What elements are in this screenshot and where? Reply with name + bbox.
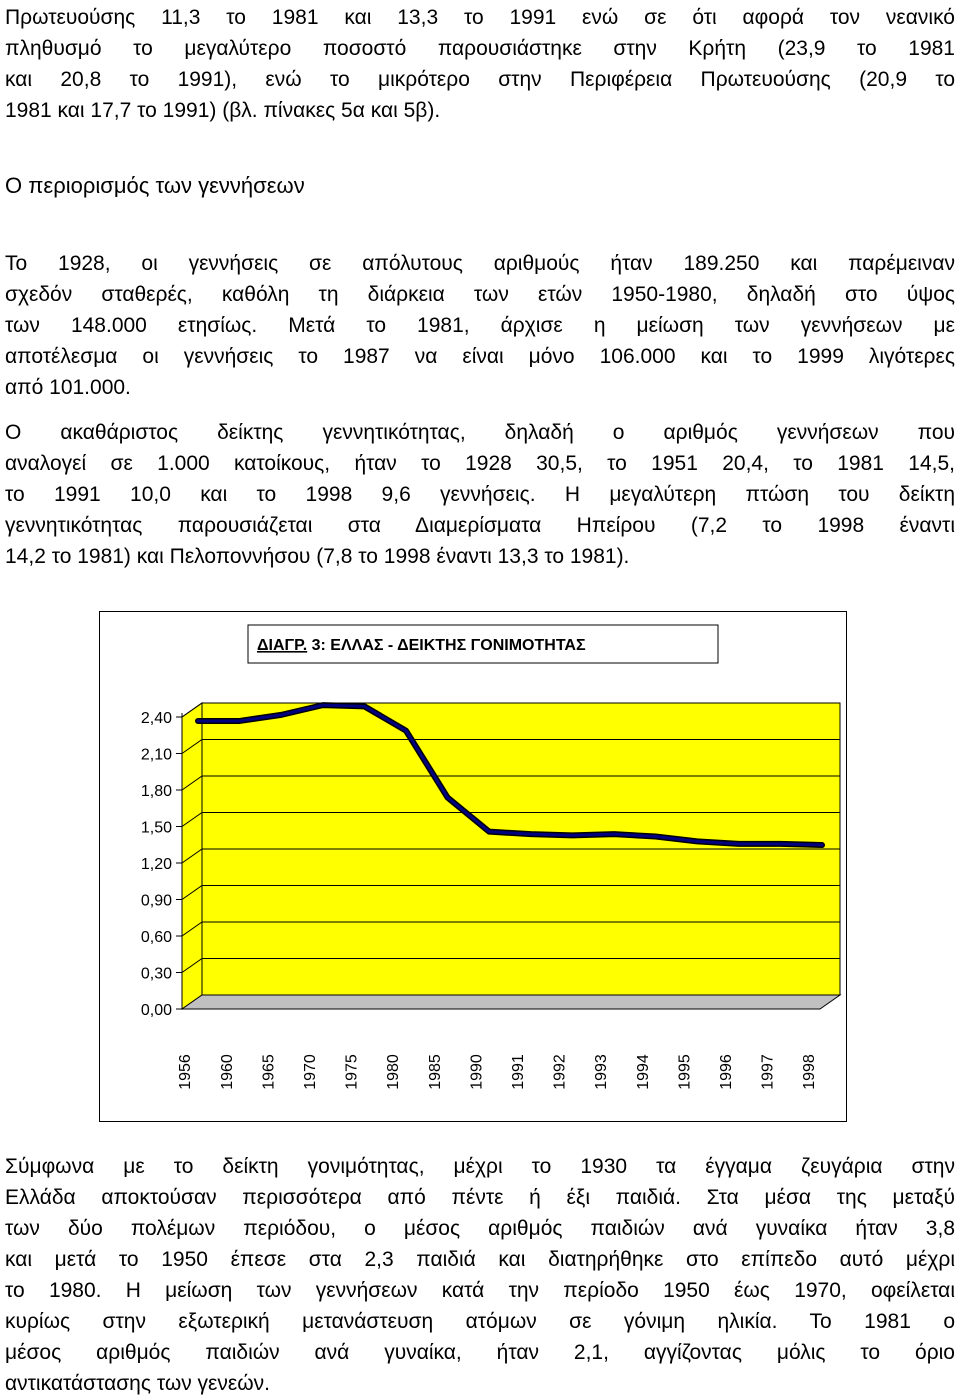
text-line: των δύο πολέμων περιόδου, ο μέσος αριθμός παιδιών ανά γυναίκα ήταν 3,8 [5, 1217, 955, 1240]
x-tick-label: 1975 [343, 1054, 361, 1090]
text-line: σχεδόν σταθερές, καθόλη τη διάρκεια των ετών 1950-1980, δηλαδή στο ύψος [5, 283, 955, 306]
fertility-chart-svg [100, 612, 846, 1121]
data-point [779, 842, 782, 845]
y-tick-label: 2,40 [140, 710, 172, 727]
data-point [821, 844, 824, 847]
x-tick-label: 1993 [593, 1054, 611, 1090]
fertility-chart [99, 611, 847, 1122]
text-line: Το 1928, οι γεννήσεις σε απόλυτους αριθμούς ήταν 189.250 και παρέμειναν [5, 252, 955, 275]
text-line: το 1991 10,0 και το 1998 9,6 γεννήσεις. Η μεγαλύτερη πτώση του δείκτη [5, 483, 955, 506]
data-point [363, 705, 366, 708]
text-line: των 148.000 ετησίως. Μετά το 1981, άρχισε η μείωση των γεννήσεων με [5, 314, 955, 337]
x-tick-label: 1995 [676, 1054, 694, 1090]
text-line: και μετά το 1950 έπεσε στα 2,3 παιδιά και διατηρήθηκε στο επίπεδο αυτό μέχρι [5, 1248, 955, 1271]
x-tick-label: 1996 [718, 1054, 736, 1090]
text-line: 14,2 το 1981) και Πελοποννήσου (7,8 το 1998 έναντι 13,3 το 1981). [5, 545, 630, 568]
text-line: Πρωτευούσης 11,3 το 1981 και 13,3 το 1991 ενώ σε ότι αφορά τον νεανικό [5, 6, 955, 29]
y-tick-label: 1,50 [140, 819, 172, 837]
x-tick-label: 1997 [759, 1054, 777, 1090]
paragraph-regional-youth [5, 2, 955, 126]
text-line: Ελλάδα αποκτούσαν περισσότερα από πέντε ή έξι παιδιά. Στα μέσα της μεταξύ [5, 1186, 955, 1209]
data-point [696, 840, 699, 843]
chart-title [248, 625, 718, 663]
y-tick-label: 0,30 [140, 965, 172, 983]
section-heading: Ο περιορισμός των γεννήσεων [5, 173, 305, 198]
x-tick-label: 1956 [177, 1054, 195, 1090]
paragraph-fertility [5, 1151, 955, 1399]
text-line: γεννητικότητας παρουσιάζεται στα Διαμερίσματα Ηπείρου (7,2 το 1998 έναντι [5, 514, 955, 537]
data-point [529, 833, 532, 836]
x-tick-label: 1965 [260, 1054, 278, 1090]
text-line: από 101.000. [5, 376, 131, 399]
data-point [737, 842, 740, 845]
y-tick-label: 1,80 [140, 783, 172, 800]
x-tick-label: 1985 [426, 1054, 444, 1090]
text-line: και 20,8 το 1991), ενώ το μικρότερο στην Περιφέρεια Πρωτευούσης (20,9 το [5, 68, 955, 91]
data-point [321, 704, 324, 707]
data-point [238, 719, 241, 722]
chart-title-text: 3: ΕΛΛΑΣ - ΔΕΙΚΤΗΣ ΓΟΝΙΜΟΤΗΤΑΣ [307, 637, 586, 654]
data-point [405, 729, 408, 732]
paragraph-births [5, 248, 955, 403]
data-point [613, 833, 616, 836]
data-point [488, 830, 491, 833]
text-line: κυρίως στην εξωτερική μετανάστευση ατόμων σε γόνιμη ηλικία. Το 1981 ο [5, 1310, 955, 1333]
text-line: αποτέλεσμα οι γεννήσεις το 1987 να είναι μόνο 106.000 και το 1999 λιγότερες [5, 345, 955, 368]
paragraph-birthrate [5, 417, 955, 572]
y-tick-label: 0,60 [140, 929, 172, 946]
text-line: μέσος αριθμός παιδιών ανά γυναίκα, ήταν 2,1, αγγίζοντας μόλις το όριο [5, 1341, 955, 1364]
y-tick-label: 0,90 [140, 892, 172, 910]
x-tick-label: 1992 [551, 1054, 569, 1090]
text-line: αναλογεί σε 1.000 κατοίκους, ήταν το 1928 30,5, το 1951 20,4, το 1981 14,5, [5, 452, 955, 475]
chart-title-prefix: ΔΙΑΓΡ. [257, 637, 308, 654]
x-tick-label: 1960 [218, 1054, 236, 1090]
data-point [280, 713, 283, 716]
data-point [197, 719, 200, 722]
x-tick-label: 1980 [385, 1054, 403, 1090]
data-point [446, 796, 449, 799]
y-tick-label: 0,00 [140, 1002, 172, 1019]
data-point [571, 834, 574, 837]
text-line: το 1980. Η μείωση των γεννήσεων κατά την περίοδο 1950 έως 1970, οφείλεται [5, 1279, 955, 1302]
text-line: Ο ακαθάριστος δείκτης γεννητικότητας, δηλαδή ο αριθμός γεννήσεων που [5, 421, 955, 444]
text-line: αντικατάστασης των γενεών. [5, 1372, 271, 1395]
x-tick-label: 1970 [302, 1054, 320, 1090]
x-tick-label: 1991 [510, 1054, 528, 1090]
text-line: 1981 και 17,7 το 1991) (βλ. πίνακες 5α και 5β). [5, 99, 441, 122]
x-tick-label: 1990 [468, 1054, 486, 1090]
text-line: πληθυσμό το μεγαλύτερο ποσοστό παρουσιάστηκε στην Κρήτη (23,9 το 1981 [5, 37, 955, 60]
text-line: Σύμφωνα με το δείκτη γονιμότητας, μέχρι το 1930 τα έγγαμα ζευγάρια στην [5, 1155, 955, 1178]
chart-floor [182, 995, 840, 1009]
x-tick-label: 1994 [634, 1054, 652, 1090]
y-tick-label: 2,10 [140, 746, 172, 764]
x-tick-label: 1998 [801, 1054, 819, 1090]
svg-text:ΔΙΑΓΡ. 3: ΕΛΛΑΣ - ΔΕΙΚΤΗΣ ΓΟΝΙ [257, 637, 586, 654]
y-tick-label: 1,20 [140, 856, 172, 873]
data-point [654, 835, 657, 838]
